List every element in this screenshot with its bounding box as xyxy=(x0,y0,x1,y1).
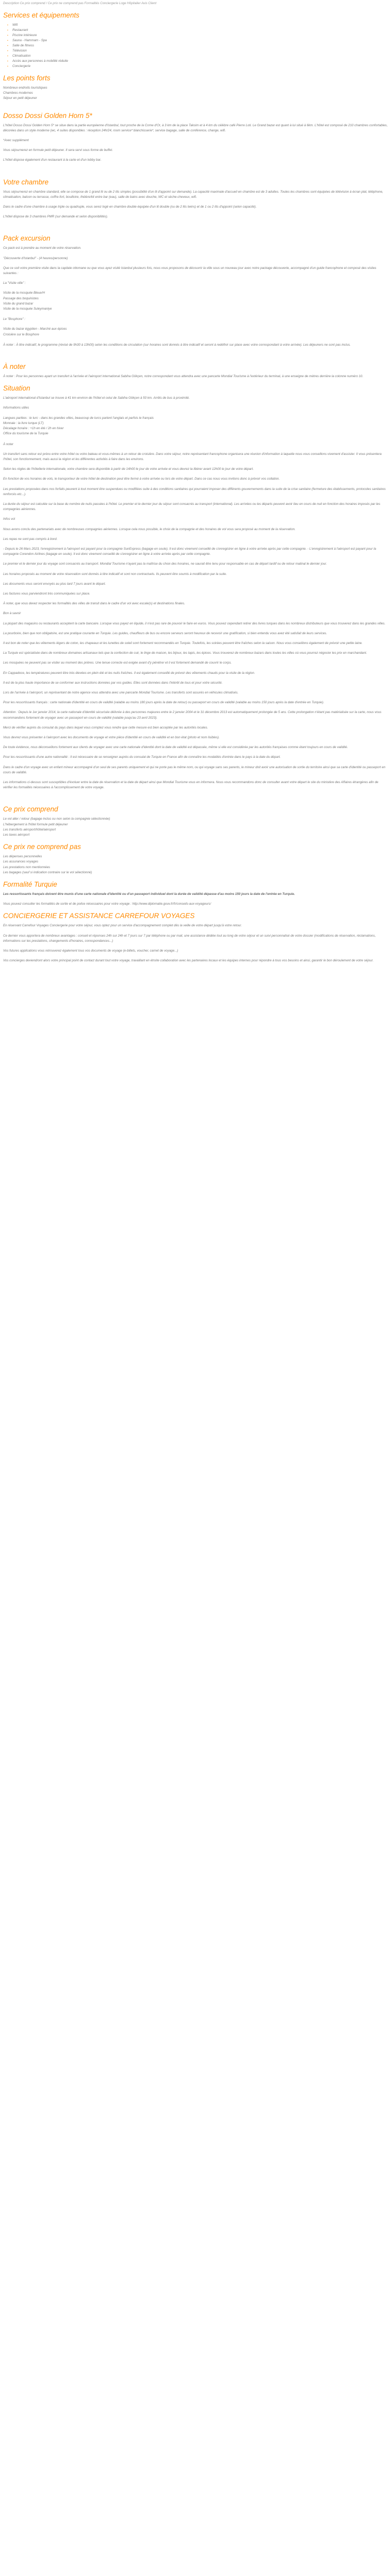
conciergerie-title: CONCIERGERIE ET ASSISTANCE CARREFOUR VOYAGES xyxy=(3,912,195,920)
text-line: Les bagages (sauf si indication contraire sur le vol sélectionné) xyxy=(3,870,92,874)
pack-section xyxy=(3,234,388,358)
paragraph: La plupart des magasins ou restaurants acceptent la carte bancaire. Lorsque vous payez en liquide, il n'est pas rare de pouvoir le faire en euros. Vous pouvez cependant retirer des livres turques dans les nombreux distributeurs que vous trouverez dans les grandes villes. xyxy=(3,621,386,625)
paragraph: L'hôtel Dosso Dossi Golden Horn 5* se situe dans la partie européenne d'Istanbul, tout proche de la Corne d'Or, à 3 km de la place Taksim et à 4 km du célèbre café Pierre Loti. Le Grand bazar est quant à lui situé à 6km. L'hôtel est composé de 210 chambres confortables, décorées dans un style moderne (wc, 4 suites disponibles : réception 24h/24, room service* blanchisserie*, service bagage, salle de conférence, change, wifi. xyxy=(3,123,388,132)
paragraph: Dans le cadre d'un voyage avec un enfant mineur accompagné d'un seul de ses parents uniquement et qui ne porte pas le même nom, ou qui voyage sans ses parents, le mineur doit avoir une autorisation de sortie du territoire ainsi que sa carte d'identité ou passeport en cours de validité. xyxy=(3,765,385,774)
paragraph: Le premier et le dernier jour du voyage sont consacrés au transport. Mondial Tourisme n'ayant pas la maîtrise du choix des horaires, ne saurait être tenu pour responsable en cas de départ tardif ou de retour matinal le dernier jour. xyxy=(3,562,327,566)
paragraph: Les repas ne sont pas compris à bord. xyxy=(3,537,58,541)
paragraph: Vos futures applications vous retrouverez également tous vos documents de voyage (e-billets, voucher, carnet de voyage...) xyxy=(3,949,178,953)
paragraph: - Depuis le 26 Mars 2023, l'enregistrement à l'aéroport est payant pour la compagnie SunExpress (bagage en soute). Il est donc vivement conseillé de s'enregistrer en ligne à votre arrivée après par cette compagnie. - L'enregistrement à l'aéroport est payant pour la compagnie Corendon Airlines (bagage en soute). Il est donc vivement conseillé de s'enregistrer en ligne à votre arrivée après par cette compagnie. xyxy=(3,547,377,556)
list-item: ▪ Piscine intérieure xyxy=(12,33,388,38)
text-line: Passage des boquinistes xyxy=(3,296,39,300)
hotel-section xyxy=(3,112,388,173)
paragraph: La "Visite ville" : xyxy=(3,281,26,285)
paragraph: Pour les ressortissants d'une autre nationalité : Il est nécessaire de se renseigner auprès du consulat de Turquie en France afin de connaître les modalités d'entrée dans le pays à la date du départ. xyxy=(3,755,281,759)
points-forts-section xyxy=(3,74,388,107)
paragraph: Ce pack est à prendre au moment de votre réservation. xyxy=(3,246,82,250)
pack-title: Pack excursion xyxy=(3,234,51,243)
text-line: Les assurances voyages xyxy=(3,860,39,864)
paragraph: À noter, que vous devez respecter les formalités des villes de transit dans le cadre d'un vol avec escale(s) et destinations finales. xyxy=(3,602,185,606)
paragraph: Selon les règles de l'hôtellerie internationale, votre chambre sera disponible à partir de 14h00 le jour de votre arrivée et vous devrez la libérer avant 12h00 le jour de votre départ. xyxy=(3,467,254,471)
paragraph: De toute évidence, nous déconseillons fortement aux clients de voyager avec une carte nationale d'identité dont la date de validité est dépassée, même si elle est considérée par les autorités françaises comme étant toujours en cours de validité. xyxy=(3,745,348,750)
text-line: Séjour en petit déjeuner xyxy=(3,96,37,100)
paragraph: L'hôtel dispose également d'un restaurant à la carte et d'un lobby bar. xyxy=(3,158,102,162)
pack-list-1 xyxy=(3,291,388,312)
points-forts-title: Les points forts xyxy=(3,74,51,82)
list-item: ▪ Conciergerie xyxy=(12,64,388,69)
paragraph: En réservant Carrefour Voyages Conciergerie pour votre séjour, vous optez pour un service d'accompagnement complet dès la veille de votre départ jusqu'à votre retour. xyxy=(3,924,242,928)
paragraph: Les mosquées ne peuvent pas se visiter au moment des prières. Une tenue correcte est exigée avant d'y pénétrer et il est fortement demandé de couvrir le corps. xyxy=(3,661,232,665)
paragraph: Les ressortissants français doivent être munis d'une carte nationale d'identité ou d'un passeport individuel dont la durée de validité dépasse d'au moins 150 jours la date de l'entrée en Turquie. xyxy=(3,892,295,896)
paragraph: Vous devrez vous présenter à l'aéroport avec les documents de voyage et votre pièce d'identité en cours de validité et en bon état (photo et nom lisibles). xyxy=(3,736,220,739)
prix-ne-comprend-list xyxy=(3,854,388,875)
conciergerie-section xyxy=(3,912,388,963)
paragraph: Il est bon de noter que les vêtements légers de coton, les chapeaux et les lunettes de soleil sont fortement recommandés en Turquie. Toutefois, les soirées peuvent être fraîches selon la saison. Nous vous conseillons également de prévoir une petite laine. xyxy=(3,641,363,645)
chambre-title: Votre chambre xyxy=(3,178,49,186)
paragraph: Un transfert sans retour est prévu entre votre hôtel ou votre bateau et vous-mêmes à un retour de croisière. Dans votre séjour, notre représentant francophone organisera une réunion d'information à laquelle nous vous conseillons vivement d'assister. Il vous présentera l'hôtel, son fonctionnement, mais aussi la région et les différentes activités à faire dans les environs. xyxy=(3,452,382,461)
points-forts-list xyxy=(3,86,388,101)
paragraph: Attention : Depuis le 1er janvier 2014, la carte nationale d'identité sécurisée délivrée à des personnes majeures entre le 2 janvier 2004 et le 31 décembre 2013 est automatiquement prolongée de 5 ans. Cette prolongation n'étant pas matérialisée sur la carte, nous vous recommandons fortement de voyager avec un passeport en cours de validité (valable jusqu'au 23 avril 2023). xyxy=(3,710,382,720)
paragraph: Le "Bosphore" : xyxy=(3,317,25,321)
paragraph: Les horaires proposés au moment de votre réservation sont donnés à titre indicatif et sont non contractuels. Ils peuvent être soumis à modification par la suite. xyxy=(3,572,227,576)
paragraph: Vous séjournerez en formule petit déjeuner. Il sera servi sous forme de buffet. xyxy=(3,148,113,152)
formalite-section xyxy=(3,880,388,907)
text-line: Office du tourisme de la Turquie xyxy=(3,432,48,436)
text-line: Visite du grand bazar xyxy=(3,301,34,306)
chambre-section xyxy=(3,178,388,230)
prix-comprend-section xyxy=(3,805,388,838)
paragraph: L'aéroport international d'Istanbul se trouve à 41 km environ de l'hôtel et celui de Sabiha Gökçen à 50 km. Arrêts de bus à proximité. xyxy=(3,396,190,400)
text-line: Les dépenses personnelles xyxy=(3,855,42,859)
prix-comprend-title: Ce prix comprend xyxy=(3,805,58,814)
text-line: Visite de la mosquée Bleue/H xyxy=(3,291,45,295)
text-line: Les taxes aéroport xyxy=(3,833,30,837)
services-section xyxy=(3,11,388,69)
formalite-title: Formalité Turquie xyxy=(3,880,57,889)
text-line: Les prestations non mentionnées xyxy=(3,865,51,869)
list-item: ▪ Télévision xyxy=(12,48,388,54)
prix-comprend-list xyxy=(3,817,388,838)
paragraph: En fonction de vos horaires de vols, le transporteur de votre hôtel de destination peut être fermé à votre arrivée ou lors de votre départ. Dans ce cas nous vous invitons donc à prévoir vos collation. xyxy=(3,477,280,481)
paragraph: La pourboire, bien que non obligatoire, est une pratique courante en Turquie. Les guides, chauffeurs de bus ou encore serveurs seront heureux de recevoir une gratification, si bien entendu vous avez été satisfait de leurs services. xyxy=(3,631,327,635)
paragraph: À noter : À titre indicatif, le programme (révisé de 9h30 à 13h00) selon les conditions de circulation (sur horaires sont donnés à titre indicatif et seront à redéfinir sur place avec votre correspondant à votre arrivée). Les déjeuners ne sont pas inclus. xyxy=(3,343,351,347)
text-line: Nombreux endroits touristiques xyxy=(3,86,47,90)
paragraph: "Découverte d'Istanbul" - (4 heures/personne) xyxy=(3,256,68,260)
pack-list-2 xyxy=(3,327,388,337)
services-list xyxy=(3,23,388,69)
situation-title: Situation xyxy=(3,384,30,393)
prix-ne-comprend-title: Ce prix ne comprend pas xyxy=(3,843,81,851)
paragraph: Lors de l'arrivée à l'aéroport, un représentant de notre agence vous attendra avec une pancarte Mondial Tourisme. Les transferts sont assurés en véhicules climatisés. xyxy=(3,690,239,694)
paragraph: En Cappadoce, les températures peuvent être très élevées en plein été et les nuits fraîches. Il est également conseillé de prévoir des vêtements chauds pour la visite de la région. xyxy=(3,671,255,675)
paragraph[interactable]: Vous pouvez consulter les formalités de sortie et de police nécessaires pour votre voyage : http://www.diplomatie.gouv.fr/fr/conseils-aux-voyageurs/ xyxy=(3,902,211,906)
text-line: L'hébergement à l'hôtel formule petit déjeuner xyxy=(3,822,68,826)
info-lines xyxy=(3,416,388,437)
paragraph: Dans le cadre d'une chambre à usage triple ou quadruple, vous serez logé en chambre double équipée d'un lit double (ou de 2 lits twins) et de 1 ou 2 lits d'appoint (selon capacité). xyxy=(3,205,257,209)
paragraph: Les prestations proposées dans nos forfaits peuvent à tout moment être suspendues ou modifiées suite à des conditions sanitaires qui pourraient imposer des différents gouvernements dans la suite de la crise sanitaire (fermeture des établissements, protocoles sanitaires renforcés etc...). xyxy=(3,487,386,496)
paragraph: Merci de vérifier auprès du consulat du pays dans lequel vous comptez vous rendre que cette mesure est bien acceptée par les autorités locales. xyxy=(3,725,208,730)
paragraph: Pour les ressortissants français : carte nationale d'identité en cours de validité (valable au moins 180 jours après la date de retour) ou passeport en cours de validité (valable au moins 150 jours après la date d'entrée en Turquie). xyxy=(3,701,324,705)
list-item: ▪ Restaurant xyxy=(12,28,388,33)
text-line: Langues parlées : le turc - dans les grandes villes, beaucoup de turcs parlent l'anglais et parfois le français xyxy=(3,416,154,420)
a-noter-title: À noter xyxy=(3,363,26,371)
text-line: Le vol aller / retour (bagage inclus ou non selon la compagnie sélectionnée) xyxy=(3,817,110,821)
services-title: Services et équipements xyxy=(3,11,79,19)
list-item: ▪ Sauna - Hammam - Spa xyxy=(12,38,388,43)
paragraph: À noter xyxy=(3,442,13,446)
text-line: Visite du bazar égyptien - Marché aux épices xyxy=(3,327,67,331)
text-line: Chambres modernes xyxy=(3,91,33,95)
paragraph: La Turquie est spécialisée dans de nombreux domaines artisanaux tels que la confection de cuir, le linge de maison, les bijoux, les tapis, les épices. Vous trouverez de nombreux bazars dans toutes les villes où vous pourrez négocier les prix en marchandant. xyxy=(3,651,367,655)
text-line: Les transferts aéroport/hôtel/aéroport xyxy=(3,827,56,832)
paragraph: Ce dernier vous apportera de nombreux avantages : conseil et réponses 24h sur 24h et 7 jours sur 7 par téléphone ou par mail, une assistance dédiée tout au long de votre séjour et un suivi personnalisé de votre dossier (modifications de réservation, réclamations, informations sur les prestations, changements d'horaires, correspondances...) xyxy=(3,934,376,943)
text-line: Visite de la mosquée Suleymaniye xyxy=(3,307,52,311)
paragraph: *Avec supplément xyxy=(3,139,29,143)
list-item: ▪ Salle de fitness xyxy=(12,43,388,48)
text-line: Décalage horaire : +1h en été / 2h en hiver xyxy=(3,427,64,431)
paragraph: Les informations ci-dessus sont susceptibles d'évoluer entre la date de réservation et la date de départ ainsi que Mondial Tourisme vous en informera. Nous vous recommandons donc de consulter avant votre départ le site du ministère des Affaires étrangères afin de vérifier les formalités nécessaires à l'accomplissement de votre voyage. xyxy=(3,781,379,790)
list-item: ▪ Accès aux personnes à mobilité réduite xyxy=(12,59,388,64)
paragraph: Les factures vous parviendront très communiquées sur place. xyxy=(3,591,90,596)
prix-ne-comprend-section xyxy=(3,843,388,875)
tab-links[interactable]: Description Ce prix comprend / Ce prix ne comprend pas Formalités Conciergerie Loge Hôpitalier Avis Client xyxy=(3,2,157,5)
situation-section xyxy=(3,384,388,800)
paragraph: Les documents vous seront envoyés au plus tard 7 jours avant le départ. xyxy=(3,582,106,586)
paragraph: Il est de la plus haute importance de se conformer aux instructions données par vos guides. Elles sont données dans l'intérêt de tous et pour votre sécurité. xyxy=(3,681,223,685)
text-line: Croisière sur le Bosphore xyxy=(3,332,39,336)
text-line: Monnaie : la livre turque (LT) xyxy=(3,421,44,425)
paragraph: Infos vol xyxy=(3,517,15,521)
hotel-title: Dosso Dossi Golden Horn 5* xyxy=(3,111,92,120)
paragraph: Que ce soit votre première visite dans la capitale ottomane ou que vous ayez visité Istanbul plusieurs fois, nous vous proposons de découvrir la ville sous un nouveau jour avec notre package découverte, accompagné d'un guide francophone et composé des visites suivantes : xyxy=(3,266,377,276)
paragraph: L'hôtel dispose de 3 chambres PMR (sur demande et selon disponibilités). xyxy=(3,215,108,219)
paragraph: La durée du séjour est calculée sur la base du nombre de nuits passées à l'hôtel. Le premier et le dernier jour du séjour sont consacrés au transport (international). Les arrivées ou les départs peuvent avoir lieu en cours de nuit en fonction des horaires imposés par les compagnies aériennes. xyxy=(3,502,381,512)
paragraph: Bon à savoir xyxy=(3,612,21,616)
paragraph: À noter : Pour les personnes ayant un transfert à l'arrivée et l'aéroport international Sabiha Gökçen, notre correspondant vous attendra avec une pancarte Mondial Tourisme à l'extérieur du terminal, à une enseigne de mètres derrière la colonne numéro 10. xyxy=(3,375,364,379)
paragraph: Nous avons conclu des partenariats avec de nombreuses compagnies aériennes. Lorsque cela nous possible, le choix de la compagnie et des horaires de vol vous sera proposé au moment de la réservation. xyxy=(3,527,296,531)
paragraph: Vous séjournerez en chambre standard, elle se compose de 1 grand lit ou de 2 lits simples (possibilité d'un lit d'appoint sur demande). La capacité maximale d'accueil en chambre est de 3 adultes. Toutes les chambres sont équipées de télévision à écran plat, téléphone, climatisation, balcon ou terrasse, coffre-fort, bouilloire, théière/kit entre bar (eau), salle de bains avec douche, WC et sèche-cheveux, wifi. xyxy=(3,190,383,199)
a-noter-section xyxy=(3,363,388,379)
paragraph: Vos concierges deviendront alors votre principal point de contact durant tout votre voyage, travaillant en étroite collaboration avec les partenaires locaux et les équipes internes pour répondre à tous vos besoins et ainsi, garantir le bon déroulement de votre séjour. xyxy=(3,959,374,963)
list-item: ▪ Wifi xyxy=(12,23,388,28)
list-item: ▪ Climatisation xyxy=(12,54,388,59)
paragraph: Informations utiles xyxy=(3,406,29,410)
